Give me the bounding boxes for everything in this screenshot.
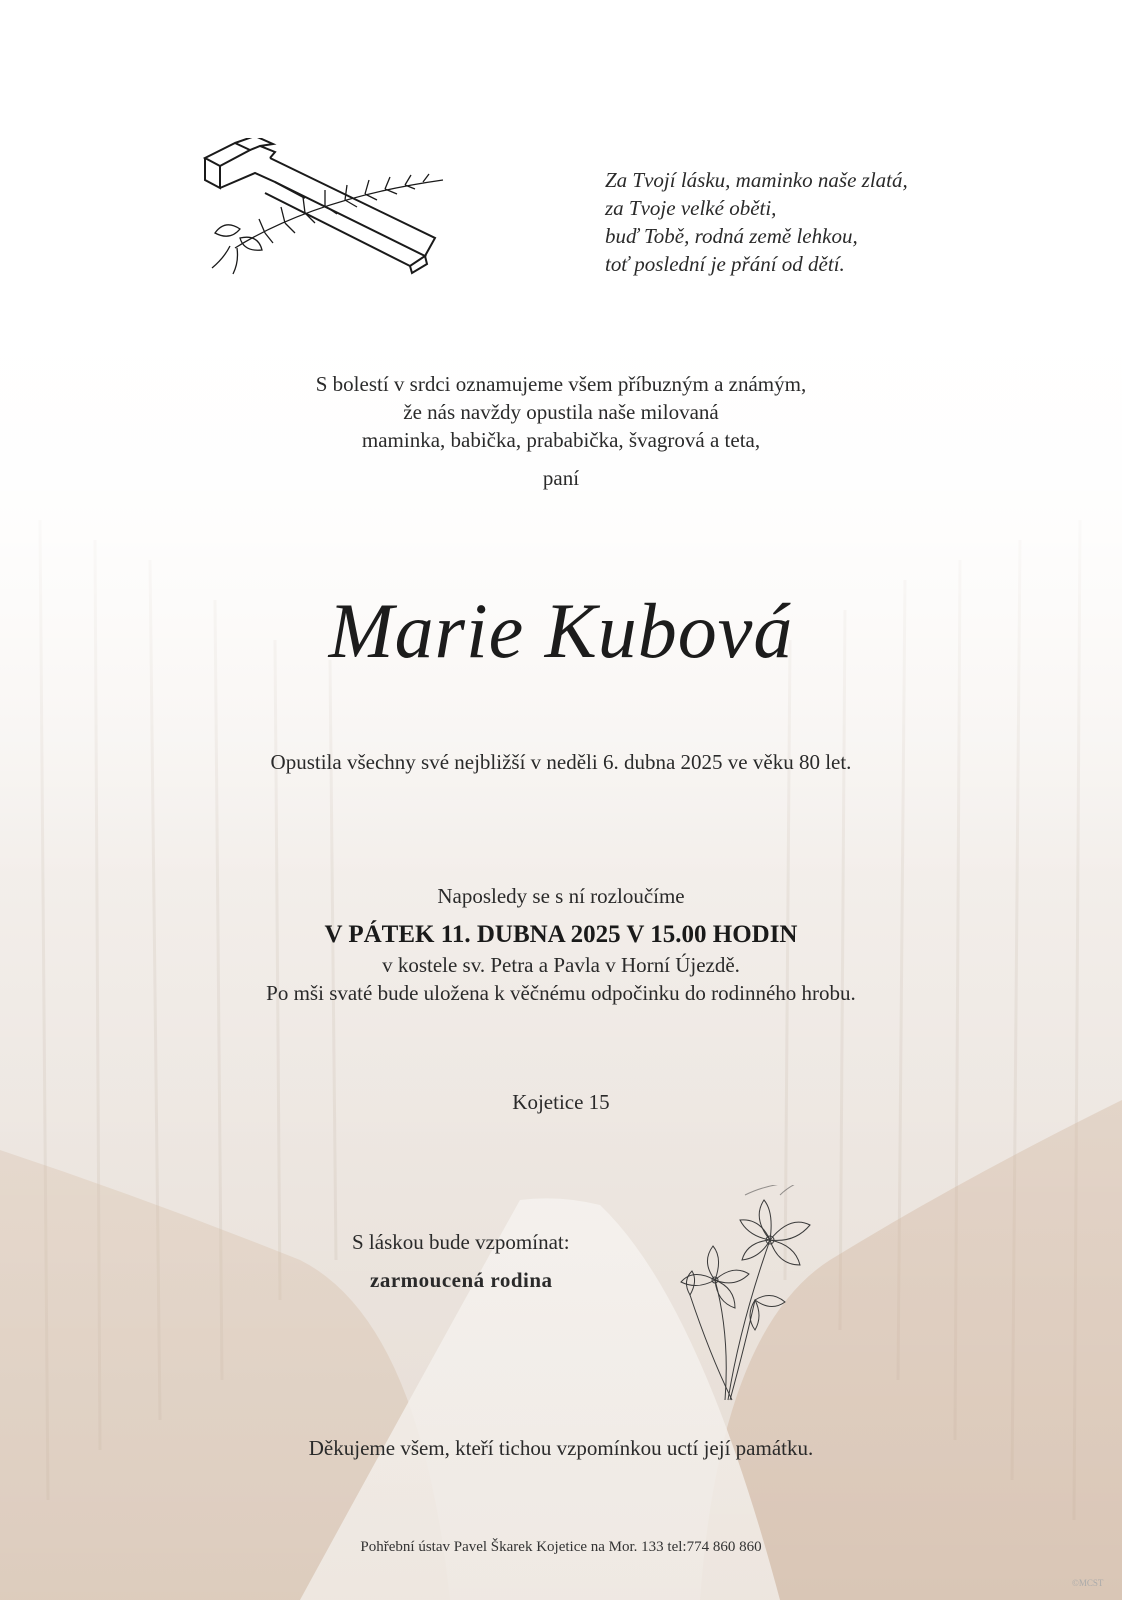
- poem-line: buď Tobě, rodná země lehkou,: [605, 224, 858, 248]
- death-notice: Opustila všechny své nejbližší v neděli 6. dubna 2025 ve věku 80 let.: [270, 750, 852, 774]
- intro-line: že nás navždy opustila naše milovaná: [403, 400, 719, 424]
- deceased-name: Marie Kubová: [328, 587, 794, 674]
- flower-sketch-icon: [670, 1185, 830, 1405]
- poem-line: toť poslední je přání od dětí.: [605, 252, 845, 276]
- intro-line: maminka, babička, prababička, švagrová a teta,: [361, 428, 761, 452]
- title-word: paní: [542, 466, 580, 490]
- farewell-burial: Po mši svaté bude uložena k věčnému odpočinku do rodinného hrobu.: [266, 981, 856, 1005]
- farewell-lead: Naposledy se s ní rozloučíme: [437, 884, 685, 908]
- funeral-home-footer: Pohřební ústav Pavel Škarek Kojetice na Mor. 133 tel:774 860 860: [360, 1539, 762, 1555]
- poem-line: Za Tvojí lásku, maminko naše zlatá,: [605, 168, 908, 192]
- thanks: Děkujeme všem, kteří tichou vzpomínkou uctí její památku.: [308, 1436, 814, 1460]
- remembrance-family: zarmoucená rodina: [370, 1268, 553, 1292]
- address: Kojetice 15: [512, 1090, 610, 1114]
- intro-line: S bolestí v srdci oznamujeme všem příbuzným a známým,: [315, 372, 807, 396]
- farewell-place: v kostele sv. Petra a Pavla v Horní Újezdě.: [382, 953, 740, 977]
- poem: [605, 166, 965, 278]
- remembrance-lead: S láskou bude vzpomínat:: [352, 1230, 570, 1254]
- watermark: ©MCST: [1072, 1578, 1104, 1588]
- poem-line: za Tvoje velké oběti,: [605, 196, 777, 220]
- cross-with-palm-icon: [195, 138, 455, 278]
- farewell-datetime: V PÁTEK 11. DUBNA 2025 V 15.00 HODIN: [324, 921, 798, 948]
